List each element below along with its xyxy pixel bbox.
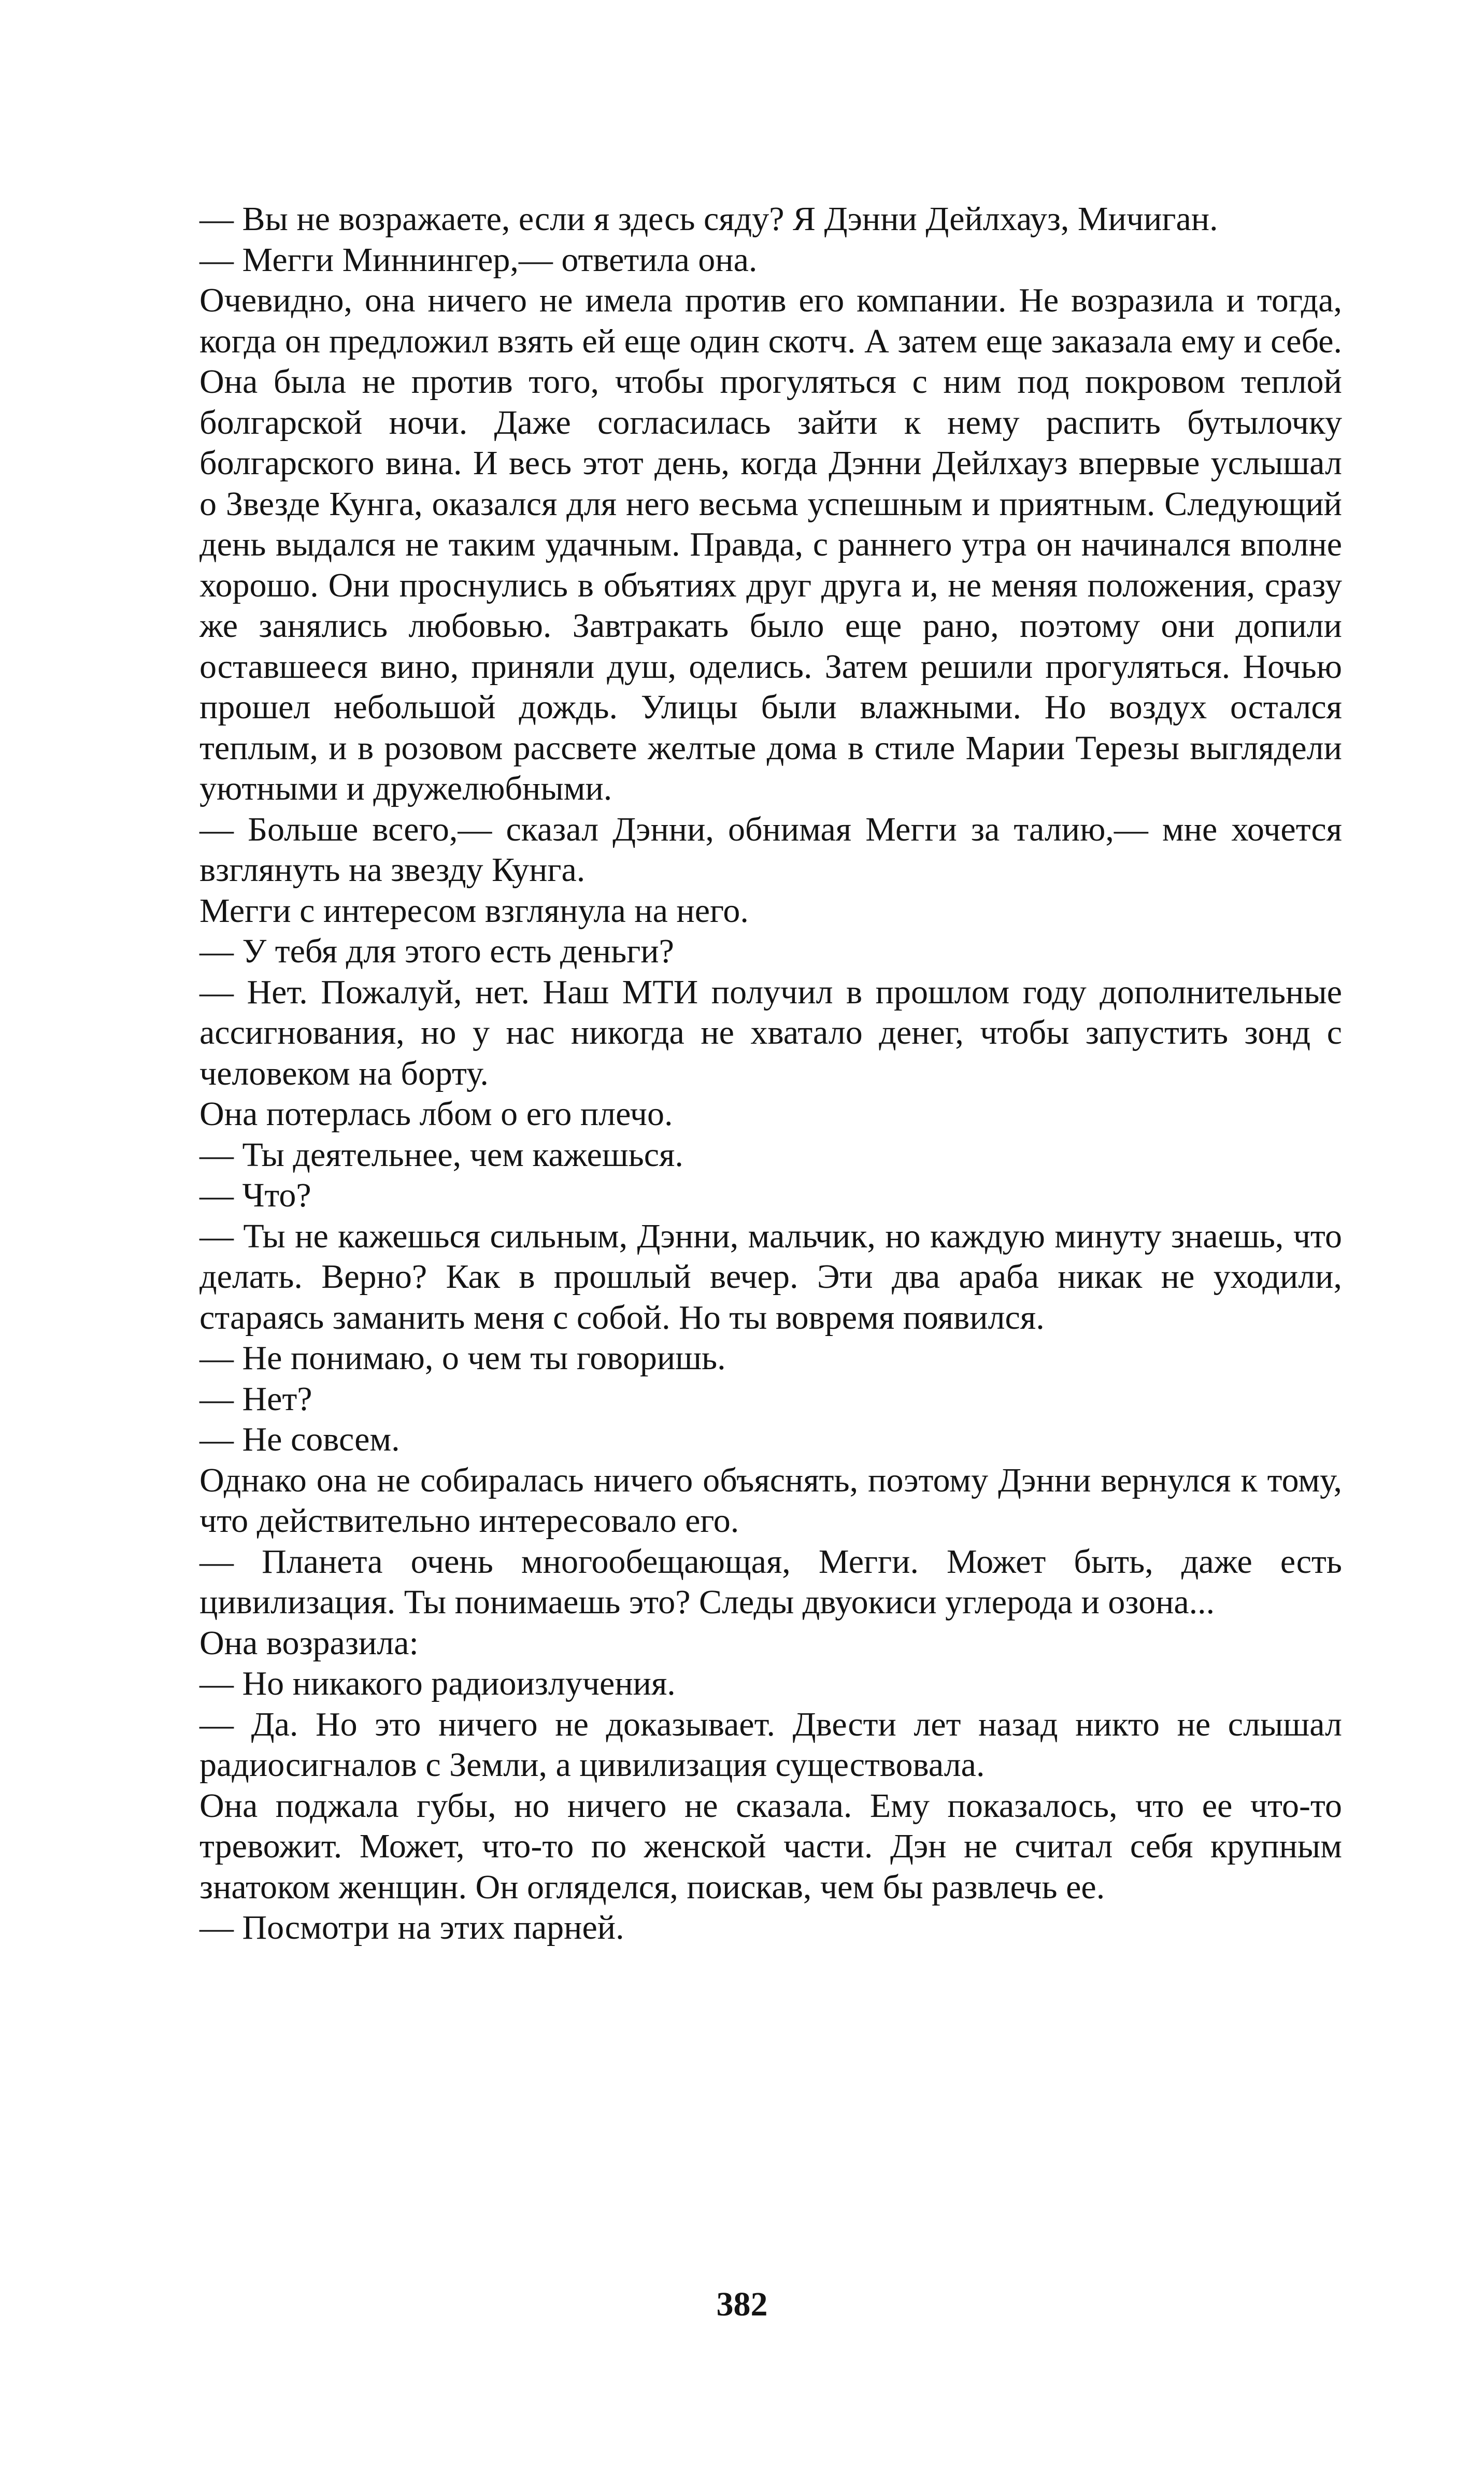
paragraph: Она потерлась лбом о его плечо. [199, 1095, 673, 1133]
paragraph: — Планета очень многообещающая, Мегги. Может быть, даже есть цивилизация. Ты понимаешь это? Следы двуокиси углерода и озона... [199, 1542, 1342, 1621]
paragraph: — Нет. Пожалуй, нет. Наш МТИ получил в прошлом году дополнительные ассигнования, но у нас никогда не хватало денег, чтобы запустить зонд с человеком на борту. [199, 973, 1342, 1092]
paragraph: Она поджала губы, но ничего не сказала. Ему показалось, что ее что-то тревожит. Может, что-то по женской части. Дэн не считал себя крупным знатоком женщин. Он огляделся, поискав, чем бы развлечь ее. [199, 1786, 1342, 1906]
paragraph: — Не понимаю, о чем ты говоришь. [199, 1339, 726, 1377]
paragraph: — Посмотри на этих парней. [199, 1909, 624, 1946]
paragraph: — Ты не кажешься сильным, Дэнни, мальчик, но каждую минуту знаешь, что делать. Верно? Как в прошлый вечер. Эти два араба никак не уходили, стараясь заманить меня с собой. Но ты вовремя появился. [199, 1217, 1342, 1337]
paragraph: — Что? [199, 1176, 311, 1214]
paragraph: — Вы не возражаете, если я здесь сяду? Я Дэнни Дейлхауз, Мичиган. [199, 200, 1218, 238]
paragraph: Она возразила: [199, 1624, 419, 1662]
paragraph: — Да. Но это ничего не доказывает. Двести лет назад никто не слышал радиосигналов с Земли, а цивилизация существовала. [199, 1705, 1342, 1784]
paragraph: — Не совсем. [199, 1420, 400, 1458]
paragraph: — Ты деятельнее, чем кажешься. [199, 1135, 683, 1174]
body-text [199, 199, 1342, 1949]
paragraph: — Нет? [199, 1380, 312, 1418]
paragraph: — Больше всего,— сказал Дэнни, обнимая Мегги за талию,— мне хочется взглянуть на звезду Кунга. [199, 810, 1342, 889]
paragraph: Мегги с интересом взглянула на него. [199, 891, 749, 930]
paragraph: — У тебя для этого есть деньги? [199, 932, 674, 970]
paragraph: Очевидно, она ничего не имела против его компании. Не возразила и тогда, когда он предложил взять ей еще один скотч. А затем еще заказала ему и себе. Она была не против того, чтобы прогуляться с ним под покровом теплой болгарской ночи. Даже согласилась зайти к нему распить бутылочку болгарского вина. И весь этот день, когда Дэнни Дейлхауз впервые услышал о Звезде Кунга, оказался для него весьма успешным и приятным. Следующий день выдался не таким удачным. Правда, с раннего утра он начинался вполне хорошо. Они проснулись в объятиях друг друга и, не меняя положения, сразу же занялись любовью. Завтракать было еще рано, поэтому они допили оставшееся вино, приняли душ, оделись. Затем решили прогуляться. Ночью прошел небольшой дождь. Улицы были влажными. Но воздух остался теплым, и в розовом рассвете желтые дома в стиле Марии Терезы выглядели уютными и дружелюбными. [199, 281, 1342, 807]
paragraph: — Но никакого радиоизлучения. [199, 1665, 676, 1702]
paragraph: — Мегги Миннингер,— ответила она. [199, 240, 758, 279]
paragraph: Однако она не собиралась ничего объяснять, поэтому Дэнни вернулся к тому, что действительно интересовало его. [199, 1461, 1342, 1540]
page-number: 382 [716, 2285, 768, 2323]
